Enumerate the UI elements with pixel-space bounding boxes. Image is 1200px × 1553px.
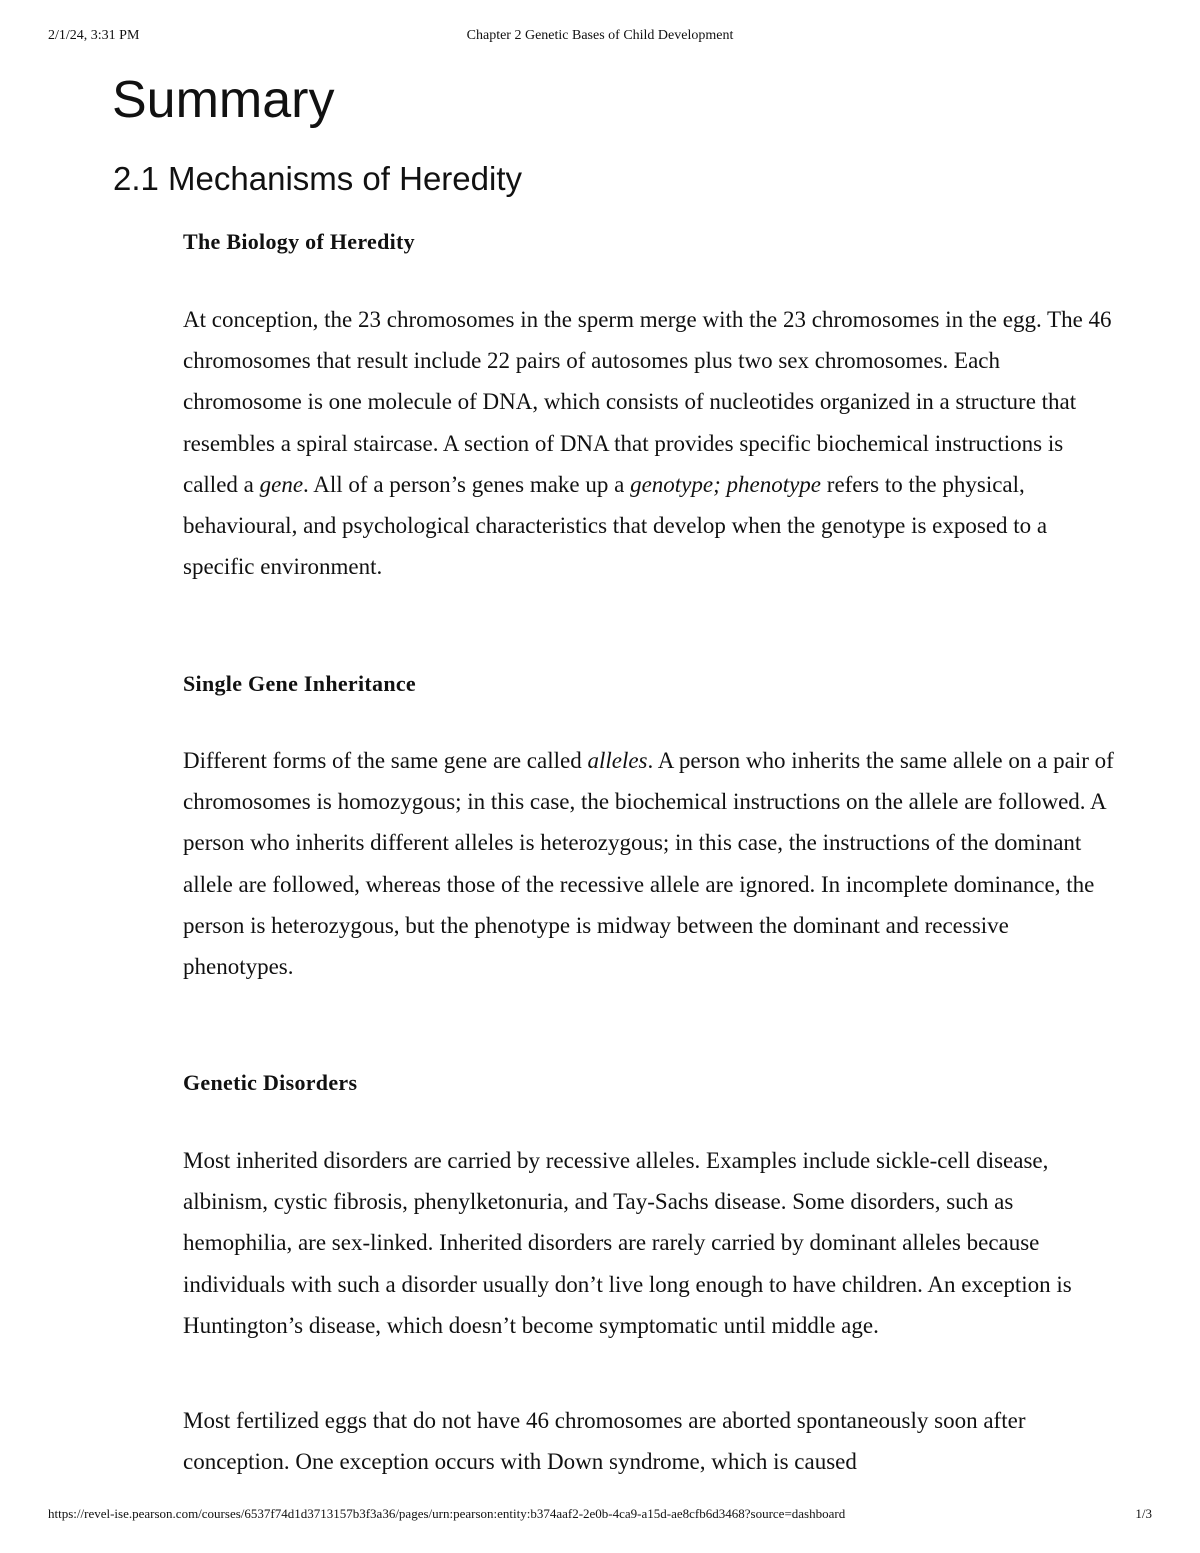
subsection-heading: The Biology of Heredity xyxy=(183,229,415,254)
section-heading: 2.1 Mechanisms of Heredity xyxy=(113,160,523,197)
page-number: 1/3 xyxy=(1135,1506,1152,1521)
paragraph: Most inherited disorders are carried by recessive alleles. Examples include sickle-cell disease, albinism, cystic fibrosis, phenylketonuria, and Tay-Sachs disease. Some disorders, such as hemophilia, are sex-linked. Inherited disorders are rarely carried by dominant alleles because individuals with such a disorder usually don’t live long enough to have children. An exception is Huntington’s disease, which doesn’t become symptomatic until middle age. xyxy=(183,1148,1072,1338)
paragraph: Different forms of the same gene are called alleles. A person who inherits the same allele on a pair of chromosomes is homozygous; in this case, the biochemical instructions on the allele are followed. A person who inherits different alleles is heterozygous; in this case, the instructions of the dominant allele are followed, whereas those of the recessive allele are ignored. In incomplete dominance, the person is heterozygous, but the phenotype is midway between the dominant and recessive phenotypes. xyxy=(183,748,1114,980)
print-header xyxy=(48,28,1152,48)
paragraph: At conception, the 23 chromosomes in the sperm merge with the 23 chromosomes in the egg. The 46 chromosomes that result include 22 pairs of autosomes plus two sex chromosomes. Each chromosome is one molecule of DNA, which consists of nucleotides organized in a structure that resembles a spiral staircase. A section of DNA that provides specific biochemical instructions is called a gene. All of a person’s genes make up a genotype; phenotype refers to the physical, behavioural, and psychological characteristics that develop when the genotype is exposed to a specific environment. xyxy=(183,307,1112,580)
paragraph: Most fertilized eggs that do not have 46 chromosomes are aborted spontaneously soon after conception. One exception occurs with Down syndrome, which is caused xyxy=(183,1408,1026,1475)
print-footer xyxy=(48,1506,1152,1526)
key-term: genotype; phenotype xyxy=(630,471,822,497)
page-title: Summary xyxy=(112,71,335,129)
subsection-heading: Single Gene Inheritance xyxy=(183,671,417,696)
key-term: gene xyxy=(259,471,304,497)
print-date: 2/1/24, 3:31 PM xyxy=(48,28,140,43)
subsection-heading: Genetic Disorders xyxy=(183,1070,358,1095)
page-url: https://revel-ise.pearson.com/courses/6537f74d1d3713157b3f3a36/pages/urn:pearson:entity:b374aaf2-2e0b-4ca9-a15d-ae8cfb6d3468?source=dashboard xyxy=(48,1506,846,1521)
key-term: alleles xyxy=(587,748,648,773)
document-title: Chapter 2 Genetic Bases of Child Development xyxy=(466,28,734,43)
